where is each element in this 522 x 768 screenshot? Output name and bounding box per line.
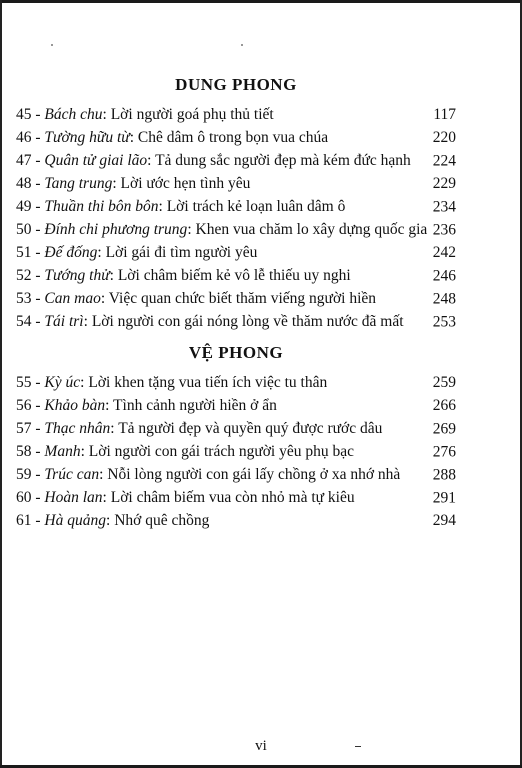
entry-title: Can mao [44, 290, 101, 307]
section-title-dung-phong: DUNG PHONG [175, 75, 297, 94]
entry-description: Lời khen tặng vua tiến ích việc tu thân [88, 374, 328, 391]
entry-title: Tang trung [44, 175, 113, 192]
toc-entry[interactable] [16, 487, 456, 508]
page-border-left [0, 0, 2, 768]
entry-page-number: 248 [432, 290, 456, 307]
entry-description: Chê dâm ô trong bọn vua chúa [137, 129, 329, 146]
entry-description: Lời trách kẻ loạn luân dâm ô [166, 198, 346, 215]
entry-description: Lời châm biếm kẻ vô lễ thiếu uy nghi [117, 267, 351, 284]
toc-entry-text: 45 - Bách chu: Lời người goá phụ thủ tiết [16, 106, 274, 123]
entry-description: Nhớ quê chồng [114, 512, 210, 529]
entry-page-number: 117 [433, 106, 456, 123]
entry-description: Tả người đẹp và quyền quý được rước dâu [118, 420, 383, 437]
toc-entry-text: 48 - Tang trung: Lời ước hẹn tình yêu [16, 175, 251, 192]
entry-number: 60 [16, 489, 32, 506]
toc-entry[interactable] [16, 219, 456, 240]
toc-entry[interactable] [16, 104, 456, 125]
entry-number: 59 [16, 466, 32, 483]
toc-entry[interactable] [16, 418, 456, 439]
entry-title: Thuần thi bôn bôn [44, 198, 159, 215]
toc-entry[interactable] [16, 196, 456, 217]
toc-entry-text: 51 - Đế đống: Lời gái đi tìm người yêu [16, 244, 258, 261]
entry-page-number: 294 [432, 512, 456, 529]
toc-entry-text: 55 - Kỳ úc: Lời khen tặng vua tiến ích việc tu thân [16, 374, 328, 391]
toc-entry-text: 50 - Đính chi phương trung: Khen vua chăm lo xây dựng quốc gia [16, 221, 428, 238]
page-border-top [0, 0, 522, 3]
entry-title: Hà quảng [44, 512, 106, 529]
entry-number: 49 [16, 198, 32, 215]
toc-entry[interactable] [16, 464, 456, 485]
toc-entry[interactable] [16, 127, 456, 148]
entry-number: 47 [16, 152, 32, 169]
entry-number: 50 [16, 221, 32, 238]
entry-number: 45 [16, 106, 32, 123]
entry-title: Bách chu [44, 106, 103, 123]
toc-entry-text: 61 - Hà quảng: Nhớ quê chồng [16, 512, 210, 529]
toc-entry[interactable] [16, 311, 456, 332]
toc-entry-text: 49 - Thuần thi bôn bôn: Lời trách kẻ loạn luân dâm ô [16, 198, 346, 215]
entry-page-number: 259 [432, 374, 456, 391]
entry-title: Đính chi phương trung [44, 221, 188, 238]
entry-page-number: 242 [432, 244, 456, 261]
entry-number: 61 [16, 512, 32, 529]
toc-entry-text: 54 - Tái trì: Lời người con gái nóng lòng về thăm nước đã mất [16, 313, 404, 330]
entry-page-number: 224 [432, 152, 456, 169]
toc-entry[interactable] [16, 395, 456, 416]
entry-title: Tái trì [44, 313, 84, 330]
entry-title: Tường hữu từ [44, 129, 130, 146]
entry-page-number: 229 [432, 175, 456, 192]
entry-description: Khen vua chăm lo xây dựng quốc gia [195, 221, 428, 238]
table-of-contents [16, 74, 456, 533]
entry-title: Hoàn lan [44, 489, 103, 506]
entry-number: 48 [16, 175, 32, 192]
entry-number: 53 [16, 290, 32, 307]
entry-page-number: 236 [432, 221, 456, 238]
entry-description: Lời ước hẹn tình yêu [120, 175, 251, 192]
toc-entry-text: 58 - Manh: Lời người con gái trách người yêu phụ bạc [16, 443, 354, 460]
section-title-ve-phong: VỆ PHONG [188, 343, 284, 362]
entry-title: Quân tử giai lão [44, 152, 148, 169]
toc-entry-text: 60 - Hoàn lan: Lời châm biếm vua còn nhỏ mà tự kiêu [16, 489, 355, 506]
entry-title: Kỳ úc [44, 374, 81, 391]
toc-entry[interactable] [16, 265, 456, 286]
entry-description: Lời châm biếm vua còn nhỏ mà tự kiêu [110, 489, 355, 506]
entry-description: Lời người con gái nóng lòng về thăm nước đã mất [91, 313, 404, 330]
entry-title: Thạc nhân [44, 420, 111, 437]
scan-mark [355, 746, 361, 747]
entry-description: Việc quan chức biết thăm viếng người hiền [108, 290, 377, 307]
entry-number: 57 [16, 420, 32, 437]
entry-title: Đế đống [44, 244, 98, 261]
entry-title: Manh [44, 443, 81, 460]
entry-number: 51 [16, 244, 32, 261]
entry-description: Nỗi lòng người con gái lấy chồng ở xa nhớ nhà [107, 466, 401, 483]
entry-description: Lời gái đi tìm người yêu [105, 244, 258, 261]
entry-number: 55 [16, 374, 32, 391]
page-number-footer: vi [255, 738, 267, 754]
entry-page-number: 276 [432, 443, 456, 460]
toc-entry-text: 52 - Tướng thử: Lời châm biếm kẻ vô lễ thiếu uy nghi [16, 267, 351, 284]
toc-entry-text: 47 - Quân tử giai lão: Tả dung sắc người đẹp mà kém đức hạnh [16, 152, 411, 169]
toc-entry[interactable] [16, 242, 456, 263]
entry-number: 54 [16, 313, 32, 330]
entry-number: 46 [16, 129, 32, 146]
entry-page-number: 266 [432, 397, 456, 414]
toc-entry-text: 59 - Trúc can: Nỗi lòng người con gái lấy chồng ở xa nhớ nhà [16, 466, 401, 483]
entry-page-number: 269 [432, 420, 456, 437]
toc-entry-text: 57 - Thạc nhân: Tả người đẹp và quyền quý được rước dâu [16, 420, 383, 437]
entry-page-number: 246 [432, 267, 456, 284]
entry-number: 56 [16, 397, 32, 414]
toc-entry[interactable] [16, 288, 456, 309]
entry-title: Trúc can [44, 466, 100, 483]
toc-entry[interactable] [16, 150, 456, 171]
entry-title: Tướng thử [44, 267, 110, 284]
entry-page-number: 291 [432, 489, 456, 506]
toc-entry-text: 46 - Tường hữu từ: Chê dâm ô trong bọn vua chúa [16, 129, 329, 146]
toc-entry-text: 56 - Khảo bàn: Tình cảnh người hiền ở ẩn [16, 397, 277, 414]
entry-number: 52 [16, 267, 32, 284]
entry-page-number: 234 [432, 198, 456, 215]
entry-page-number: 220 [432, 129, 456, 146]
entry-title: Khảo bàn [44, 397, 106, 414]
scan-speck [51, 44, 53, 46]
toc-entry-text: 53 - Can mao: Việc quan chức biết thăm viếng người hiền [16, 290, 377, 307]
entry-description: Tình cảnh người hiền ở ẩn [113, 397, 277, 414]
entry-description: Tả dung sắc người đẹp mà kém đức hạnh [155, 152, 411, 169]
entry-description: Lời người goá phụ thủ tiết [110, 106, 274, 123]
toc-entry[interactable] [16, 372, 456, 393]
entry-page-number: 288 [432, 466, 456, 483]
toc-entry[interactable] [16, 173, 456, 194]
toc-entry[interactable] [16, 510, 456, 531]
scan-speck [241, 44, 243, 46]
entry-description: Lời người con gái trách người yêu phụ bạc [88, 443, 354, 460]
entry-number: 58 [16, 443, 32, 460]
entry-page-number: 253 [432, 313, 456, 330]
toc-entry[interactable] [16, 441, 456, 462]
